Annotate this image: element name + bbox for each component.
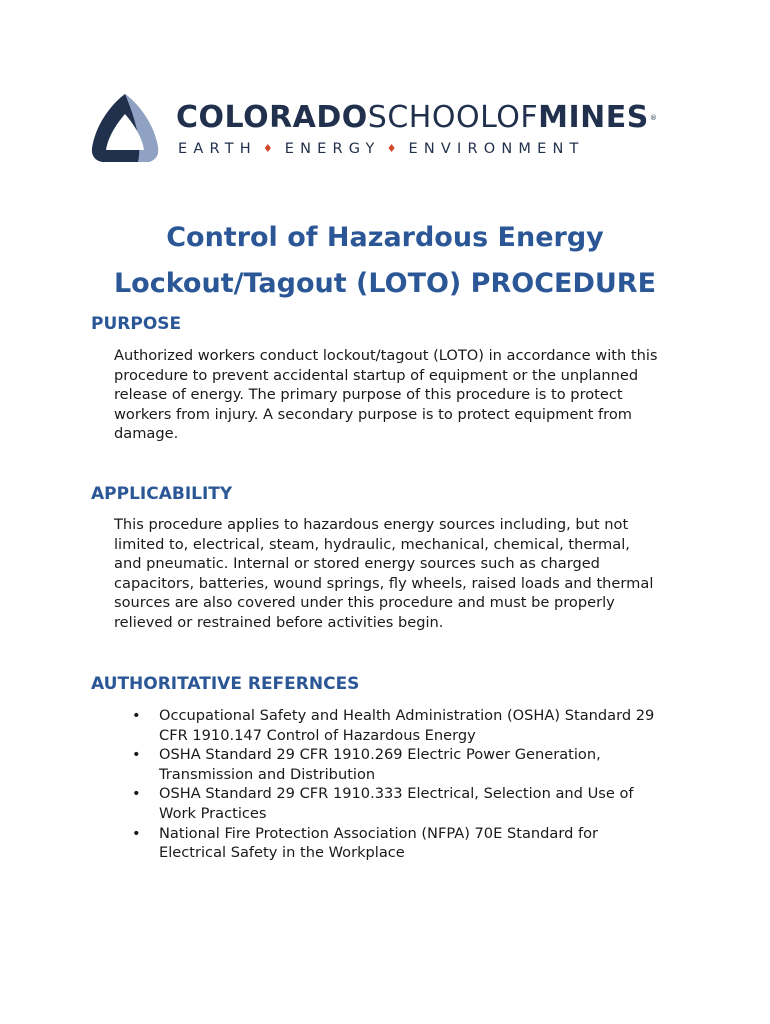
logo-wordmark-schoolof: SCHOOLOF [367,100,539,135]
reference-line: OSHA Standard 29 CFR 1910.269 Electric Power Generation, [159,746,601,764]
purpose-line: release of energy. The primary purpose of this procedure is to protect [114,386,623,404]
logo-wordmark-colorado: COLORADO [176,100,368,135]
purpose-line: damage. [114,425,179,443]
references-list [114,706,694,863]
purpose-line: Authorized workers conduct lockout/tagout (LOTO) in accordance with this [114,347,658,364]
bullet-icon: • [132,824,141,842]
tagline-earth: EARTH [178,141,257,157]
list-item [114,706,694,745]
applicability-line: limited to, electrical, steam, hydraulic, mechanical, chemical, thermal, [114,535,630,553]
reference-line: Electrical Safety in the Workplace [159,844,405,862]
list-item [114,824,694,863]
reference-line: CFR 1910.147 Control of Hazardous Energy [159,726,476,744]
document-title-line-2: Lockout/Tagout (LOTO) PROCEDURE [113,268,657,299]
list-item [114,784,694,823]
applicability-line: capacitors, batteries, wound springs, fly wheels, raised loads and thermal [114,574,654,592]
applicability-line: relieved or restrained before activities begin. [114,613,444,631]
tagline-environment: ENVIRONMENT [408,141,585,157]
applicability-paragraph [114,515,694,633]
document-title-line-1: Control of Hazardous Energy [166,222,604,253]
purpose-line: procedure to prevent accidental startup of equipment or the unplanned [114,366,639,384]
purpose-paragraph [114,346,694,444]
logo-wordmark-mines: MINES [538,100,649,135]
logo-tagline [178,140,585,158]
tagline-energy: ENERGY [284,141,381,157]
applicability-line: and pneumatic. Internal or stored energy sources such as charged [114,555,600,573]
bullet-icon: • [132,707,141,724]
reference-line: OSHA Standard 29 CFR 1910.333 Electrical, Selection and Use of [159,785,634,803]
reference-line: Occupational Safety and Health Administration (OSHA) Standard 29 [159,707,655,724]
bullet-icon: • [132,746,141,764]
list-item [114,745,694,784]
references-heading: AUTHORITATIVE REFERNCES [91,674,360,694]
bullet-icon: • [132,785,141,803]
reference-line: Work Practices [159,804,267,822]
purpose-heading: PURPOSE [91,314,182,334]
mines-triangle-mark-icon [90,92,160,164]
applicability-line: This procedure applies to hazardous energy sources including, but not [114,516,629,533]
tagline-flame-icon: ♦ [262,142,273,155]
purpose-line: workers from injury. A secondary purpose is to protect equipment from [114,405,632,423]
applicability-line: sources are also covered under this procedure and must be properly [114,594,615,612]
applicability-heading: APPLICABILITY [91,484,233,504]
tagline-flame-icon: ♦ [386,142,397,155]
logo-wordmark [176,100,657,136]
colorado-school-of-mines-logo [90,92,690,164]
logo-registered-mark: ® [649,114,658,122]
reference-line: National Fire Protection Association (NFPA) 70E Standard for [159,824,599,842]
reference-line: Transmission and Distribution [159,765,376,783]
